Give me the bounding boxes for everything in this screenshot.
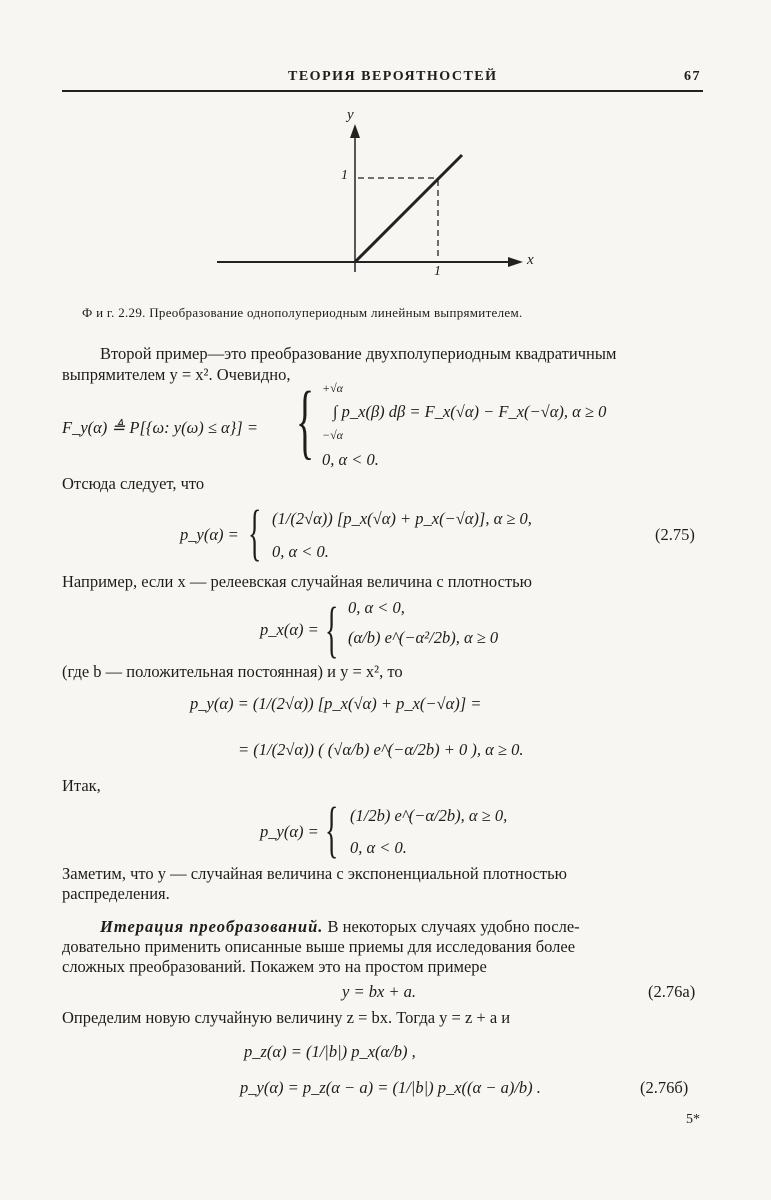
x-tick-label: 1 <box>434 264 441 279</box>
y-axis-arrow <box>350 124 360 138</box>
x-axis-arrow <box>508 257 523 267</box>
section-title: Итерация преобразований. <box>100 917 324 936</box>
eq-275-case-1: (1/(2√α)) [p_x(√α) + p_x(−√α)], α ≥ 0, <box>272 509 532 528</box>
eq-py2-case-1: (1/2b) e^(−α/2b), α ≥ 0, <box>350 806 508 825</box>
eq-py1-line-1: p_y(α) = (1/(2√α)) [p_x(√α) + p_x(−√α)] = <box>190 694 482 713</box>
eq-py2-lhs: p_y(α) = <box>260 822 319 841</box>
eq-py2-brace: { <box>325 796 339 864</box>
eq-pz: p_z(α) = (1/|b|) p_x(α/b) , <box>244 1042 416 1061</box>
paragraph-5: Итак, <box>62 776 101 795</box>
section-line-1 <box>100 917 580 937</box>
signature-mark: 5* <box>686 1112 700 1127</box>
eq-py1-line-2: = (1/(2√α)) ( (√α/b) e^(−α/2b) + 0 ), α ≥ 0. <box>238 740 524 759</box>
page-number: 67 <box>684 69 701 84</box>
eq-rayleigh-case-2: (α/b) e^(−α²/2b), α ≥ 0 <box>348 628 499 647</box>
eq-rayleigh-case-1: 0, α < 0, <box>348 598 405 617</box>
y-tick-label: 1 <box>341 168 348 183</box>
eq-py2-case-2: 0, α < 0. <box>350 838 407 857</box>
section-line-2: довательно применить описанные выше приемы для исследования более <box>62 937 576 956</box>
paragraph-4: (где b — положительная постоянная) и y = x², то <box>62 662 403 681</box>
paragraph-6-line-1: Заметим, что y — случайная величина с экспоненциальной плотностью <box>62 864 567 883</box>
y-axis-label: y <box>347 107 354 123</box>
paragraph-1-line-2: выпрямителем y = x². Очевидно, <box>62 365 291 384</box>
eq-275-brace: { <box>248 499 262 567</box>
eq-275-case-2: 0, α < 0. <box>272 542 329 561</box>
x-axis-label: x <box>527 252 534 268</box>
eq-rayleigh-lhs: p_x(α) = <box>260 620 319 639</box>
transfer-line <box>355 155 462 262</box>
eq-rayleigh-brace: { <box>325 596 339 664</box>
eq-cdf-lower-limit: −√α <box>322 428 343 442</box>
running-header-title: ТЕОРИЯ ВЕРОЯТНОСТЕЙ <box>288 69 498 84</box>
eq-275-number: (2.75) <box>655 525 695 544</box>
eq-275-lhs: p_y(α) = <box>180 525 239 544</box>
eq-cdf-upper-limit: +√α <box>322 381 343 395</box>
section-line-3: сложных преобразований. Покажем это на простом примере <box>62 957 487 976</box>
section-line-1-rest: В некоторых случаях удобно после- <box>327 917 580 936</box>
eq-cdf-brace: { <box>296 375 315 468</box>
paragraph-2: Отсюда следует, что <box>62 474 205 493</box>
paragraph-3: Например, если x — релеевская случайная величина с плотностью <box>62 572 532 591</box>
eq-276a-number: (2.76a) <box>648 982 696 1001</box>
eq-cdf-lhs: F_y(α) ≜ P[{ω: y(ω) ≤ α}] = <box>62 418 258 437</box>
paragraph-6-line-2: распределения. <box>62 884 170 903</box>
figure-caption: Ф и г. 2.29. Преобразование однополупериодным линейным выпрямителем. <box>82 305 523 320</box>
paragraph-7: Определим новую случайную величину z = bx. Тогда y = z + a и <box>62 1008 511 1027</box>
paragraph-1-line-1: Второй пример—это преобразование двухполупериодным квадратичным <box>100 344 617 363</box>
eq-276b-body: p_y(α) = p_z(α − a) = (1/|b|) p_x((α − a)/b) . <box>240 1078 541 1097</box>
eq-276a-body: y = bx + a. <box>342 982 417 1001</box>
eq-cdf-case-1: ∫ p_x(β) dβ = F_x(√α) − F_x(−√α), α ≥ 0 <box>333 402 607 421</box>
eq-cdf-case-2: 0, α < 0. <box>322 450 379 469</box>
eq-276b-number: (2.76б) <box>640 1078 689 1097</box>
